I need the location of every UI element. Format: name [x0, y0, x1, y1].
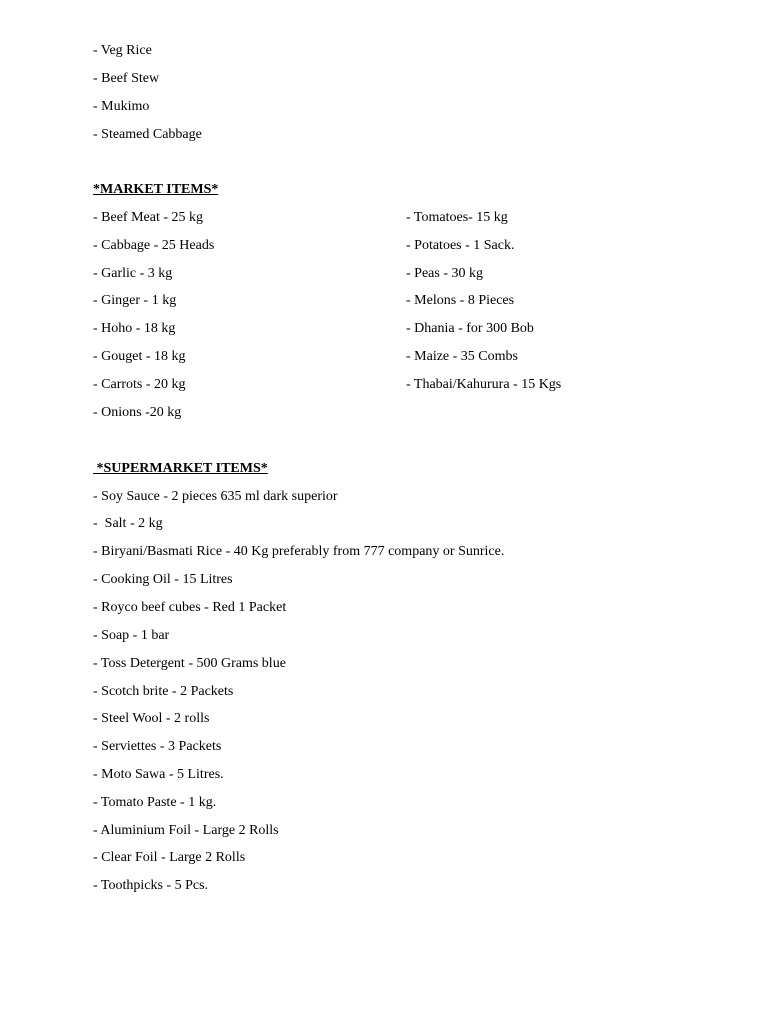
supermarket-item: - Biryani/Basmati Rice - 40 Kg preferably from 777 company or Sunrice.	[93, 544, 505, 559]
menu-item: - Beef Stew	[93, 71, 160, 86]
market-item: - Tomatoes- 15 kg	[406, 210, 508, 225]
market-item: - Onions -20 kg	[93, 405, 182, 420]
supermarket-item: - Toss Detergent - 500 Grams blue	[93, 656, 286, 671]
supermarket-item: - Steel Wool - 2 rolls	[93, 711, 210, 726]
market-item: - Hoho - 18 kg	[93, 321, 176, 336]
market-item: - Maize - 35 Combs	[406, 349, 518, 364]
supermarket-item: - Scotch brite - 2 Packets	[93, 684, 234, 699]
supermarket-item: - Soy Sauce - 2 pieces 635 ml dark superior	[93, 489, 338, 504]
supermarket-item: - Tomato Paste - 1 kg.	[93, 795, 217, 810]
menu-item: - Mukimo	[93, 99, 150, 114]
market-item: - Gouget - 18 kg	[93, 349, 186, 364]
supermarket-item: - Royco beef cubes - Red 1 Packet	[93, 600, 287, 615]
market-item: - Peas - 30 kg	[406, 266, 483, 281]
supermarket-item: - Clear Foil - Large 2 Rolls	[93, 850, 246, 865]
market-item: - Thabai/Kahurura - 15 Kgs	[406, 377, 562, 392]
market-item: - Carrots - 20 kg	[93, 377, 186, 392]
supermarket-item: - Cooking Oil - 15 Litres	[93, 572, 233, 587]
market-items-heading: *MARKET ITEMS*	[93, 182, 219, 197]
supermarket-item: - Toothpicks - 5 Pcs.	[93, 878, 209, 893]
supermarket-item: - Soap - 1 bar	[93, 628, 170, 643]
market-item: - Dhania - for 300 Bob	[406, 321, 534, 336]
supermarket-item: - Moto Sawa - 5 Litres.	[93, 767, 224, 782]
supermarket-items-heading: *SUPERMARKET ITEMS*	[93, 461, 268, 476]
market-item: - Ginger - 1 kg	[93, 293, 177, 308]
menu-item: - Steamed Cabbage	[93, 127, 202, 142]
market-item: - Potatoes - 1 Sack.	[406, 238, 515, 253]
supermarket-item: - Aluminium Foil - Large 2 Rolls	[93, 823, 279, 838]
menu-item: - Veg Rice	[93, 43, 152, 58]
market-item: - Beef Meat - 25 kg	[93, 210, 204, 225]
market-item: - Garlic - 3 kg	[93, 266, 173, 281]
market-item: - Cabbage - 25 Heads	[93, 238, 215, 253]
supermarket-item: - Serviettes - 3 Packets	[93, 739, 222, 754]
supermarket-item: - Salt - 2 kg	[93, 516, 163, 531]
market-item: - Melons - 8 Pieces	[406, 293, 515, 308]
